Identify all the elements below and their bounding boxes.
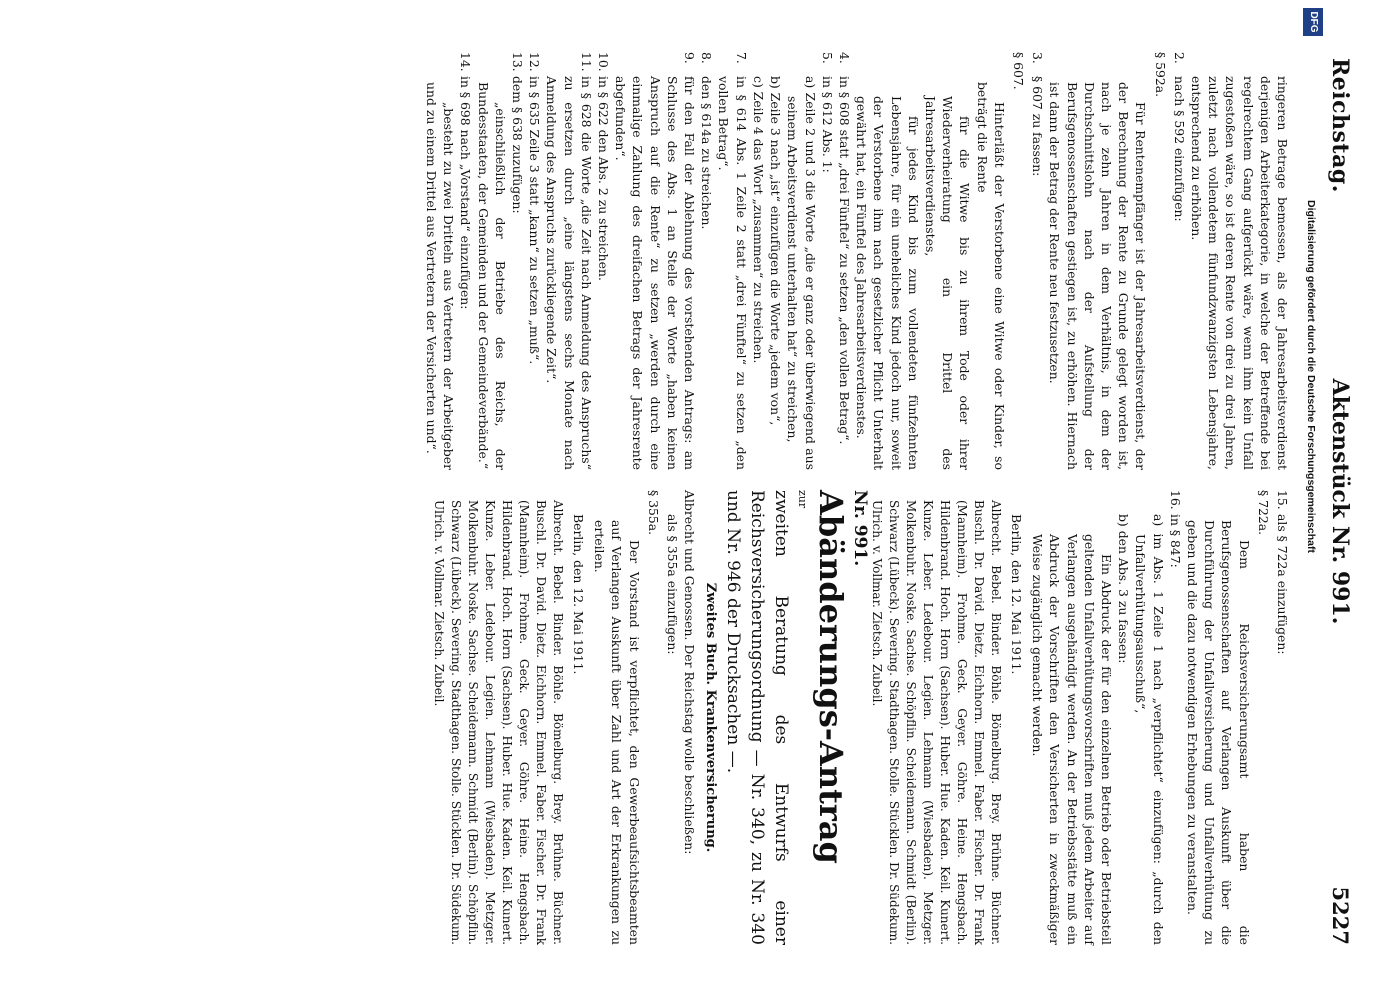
item-10: [595, 52, 612, 470]
item-16-text: in § 847:: [1167, 514, 1183, 568]
item-5b: b) Zeile 3 nach „ist“ einzufügen die Worte „jedem von“,: [768, 76, 784, 426]
header-reichstag: Reichstag.: [1327, 58, 1353, 193]
item-5-number: 5.: [819, 52, 835, 64]
item-13-text: dem § 638 zuzufügen:: [510, 76, 526, 214]
section-607-text-a: Hinterläßt der Verstorbene eine Witwe oder Kinder, so beträgt die Rente: [974, 82, 1007, 470]
item-3-number: 3.: [1030, 52, 1046, 64]
header-page-number: 5227: [1328, 886, 1353, 945]
item-7-number: 7.: [733, 52, 749, 64]
item-15-number: 15.: [1275, 490, 1290, 510]
item-10-number: 10.: [596, 52, 612, 72]
date-line-2: Berlin, den 12. Mai 1911.: [570, 514, 586, 675]
document-subject: zweiten Beratung des Entwurfs einer Reichsversicherungsordnung — Nr. 340, zu Nr. 340 und Nr. 946 der Drucksachen —.: [723, 490, 792, 945]
section-607-heading: § 607.: [1010, 52, 1026, 90]
signatories-2: Albrecht. Bebel. Binder. Böhle. Bömelburg. Brey. Brühne. Büchner. Buschl. Dr. David. Dietz. Eichhorn. Emmel. Faber. Fischer. Dr. Frank (Mannheim). Frohme. Geck. Geyer. Göhre. Heine. Hengsbach. Hildenbrand. Hoch. Horn (Sachsen). Huber. Hue. Kaden. Keil. Kunert. Kunze. Leber. Ledebour. Legien. Lehmann (Wiesbaden). Metzger. Molkenbuhr. Noske. Sachse. Scheidemann. Schmidt (Berlin). Schöpflin. Schwarz (Lübeck). Severing. Stadthagen. Stolle. Stücklen. Dr. Südekum. Ulrich. v. Vollmar. Zietsch. Zubeil.: [431, 500, 565, 945]
item-12-text: in § 635 Zeile 3 statt „kann“ zu setzen „muß“.: [527, 76, 543, 365]
document-title: Abänderungs-Antrag: [811, 490, 850, 864]
section-722a-heading: § 722a.: [1255, 490, 1271, 536]
date-line-1: Berlin, den 12. Mai 1911.: [1008, 514, 1024, 675]
item-16-number: 16.: [1167, 490, 1183, 510]
item-2-number: 2.: [1171, 52, 1187, 64]
item-4-number: 4.: [836, 52, 852, 64]
item-8: [698, 52, 715, 470]
item-13: [509, 52, 526, 470]
item-11-number: 11.: [578, 52, 594, 72]
item-13-number: 13.: [510, 52, 526, 72]
item-5: [819, 52, 836, 470]
book-heading: Zweites Buch. Krankenversicherung.: [703, 582, 719, 853]
item-14-number: 14.: [458, 52, 474, 72]
section-698-text: „besteht zu zwei Dritteln aus Vertretern der Arbeitgeber und zu einem Drittel aus Vertretern der Versicherten und“.: [424, 82, 457, 470]
item-11-text: in § 628 die Worte „die Zeit nach Anmeldung des Anspruchs“ zu ersetzen durch „eine längstens sechs Monate nach Anmeldung des Anspruchs zurückliegende Zeit“.: [544, 76, 594, 470]
item-12-number: 12.: [527, 52, 543, 72]
item-11: [543, 52, 595, 470]
left-column: [60, 52, 1291, 470]
section-847-text: Ein Abdruck der für den einzelnen Betrieb oder Betriebsteil geltenden Unfallverhütungsvorschriften muß jedem Arbeiter auf Verlangen ausgehändigt werden. An der Betriebsstätte muß ein Abdruck der Vorschriften den Versicherten in zweckmäßiger Weise zugänglich gemacht werden.: [1030, 534, 1114, 945]
item-16a: a) im Abs. 1 Zeile 1 nach „verpflichtet“ einzufügen: „durch den Unfallverhütungsausschuß“,: [1133, 514, 1166, 945]
item-15-text: als § 722a einzufügen:: [1275, 514, 1290, 655]
section-355a-text: Der Vorstand ist verpflichtet, den Gewerbeaufsichtsbeamten auf Verlangen Auskunft über Zahl und Art der Erkrankungen zu erteilen.: [592, 520, 642, 945]
item-5a: a) Zeile 2 und 3 die Worte „die er ganz oder überwiegend aus seinem Arbeitsverdienst unterhalten hat“ zu streichen,: [785, 76, 818, 470]
section-607-text-c: für jedes Kind bis zum vollendeten fünfzehnten Lebensjahre, für ein uneheliches Kind jedoch nur, soweit der Verstorbene ihm nach gesetzlicher Pflicht Unterhalt gewährt hat, ein Fünftel des Jahresarbeitsverdienstes.: [854, 96, 921, 470]
item-2: [1171, 52, 1188, 470]
item-16: [1167, 490, 1184, 945]
item-7: [715, 52, 749, 470]
item-8-number: 8.: [699, 52, 715, 64]
item-9: [612, 52, 698, 470]
digitization-credit: [1287, 0, 1335, 1000]
item-4-text: in § 608 statt „drei Fünftel“ zu setzen „den vollen Betrag“.: [836, 76, 852, 445]
signatories-1: Albrecht. Bebel. Binder. Böhle. Bömelburg. Brey. Brühne. Büchner. Buschl. Dr. David. Dietz. Eichhorn. Emmel. Faber. Fischer. Dr. Frank (Mannheim). Frohme. Geck. Geyer. Göhre. Heine. Hengsbach. Hildenbrand. Hoch. Horn (Sachsen). Huber. Hue. Kaden. Keil. Kunert. Kunze. Leber. Ledebour. Legien. Lehmann (Wiesbaden). Metzger. Molkenbuhr. Noske. Sachse. Schöpflin. Scheidemann. Schmidt (Berlin). Schwarz (Lübeck). Severing. Stadthagen. Stolle. Stücklen. Dr. Südekum. Ulrich. v. Vollmar. Zietsch. Zubeil.: [869, 500, 1003, 945]
insert-355a: als § 355a einzufügen:: [664, 514, 680, 655]
item-5-text: in § 612 Abs. 1:: [819, 76, 835, 173]
item-3-text: § 607 zu fassen:: [1030, 76, 1046, 177]
item-8-text: den § 614a zu streichen.: [699, 76, 715, 230]
item-10-text: in § 622 den Abs. 2 zu streichen.: [596, 76, 612, 281]
item-14-text: in § 698 nach „Vorstand“ einzufügen:: [458, 76, 474, 310]
item-2-text: nach § 592 einzufügen:: [1171, 76, 1187, 222]
item-12: [526, 52, 543, 470]
motion-intro: Albrecht und Genossen. Der Reichstag wolle beschließen:: [682, 490, 698, 855]
item-3: [1029, 52, 1046, 470]
section-722a-text: Dem Reichsversicherungsamt haben die Berufsgenossenschaften auf Verlangen Auskunft über die Durchführung der Unfallversicherung und Unfallverhütung zu geben und die dazu notwendigen Erhebungen zu veranstalten.: [1184, 520, 1252, 945]
item-9-text: für den Fall der Ablehnung des vorstehenden Antrags: am Schlusse des Abs. 1 an Stelle der Worte „haben keinen Anspruch auf die Rente“ zu setzen „werden durch eine einmalige Zahlung des dreifachen Betrags der Jahresrente abgefunden“.: [613, 76, 698, 470]
section-355a-heading: § 355a.: [645, 490, 661, 536]
item-14: [457, 52, 474, 470]
item-4: [836, 52, 853, 470]
right-column: [60, 490, 1291, 945]
paragraph-intro: ringeren Betrage bemessen, als der Jahresarbeitsverdienst derjenigen Arbeiterkategorie, in welche der Betreffende bei regelrechtem Gang aufgerückt wäre, wenn ihm kein Unfall zugestoßen wäre, so ist deren Rente von drei zu drei Jahren, zuletzt nach vollendetem fünfundzwanzigsten Lebensjahre, entsprechend zu erhöhen.: [1188, 76, 1290, 470]
section-592a-text: Für Rentenempfänger ist der Jahresarbeitsverdienst, der der Berechnung der Rente zu Grunde gelegt worden ist, nach je zehn Jahren in dem Verhältnis, in dem der Durchschnittslohn nach der Aufstellung der Berufsgenossenschaften gestiegen ist, zu erhöhen. Hiernach ist dann der Betrag der Rente neu festzusetzen.: [1047, 82, 1149, 470]
dfg-logo: DFG: [1303, 8, 1323, 36]
item-5c: c) Zeile 4 das Wort „zusammen“ zu streichen.: [750, 76, 766, 364]
document-number-title: Nr. 991.: [849, 490, 870, 567]
item-7-text: in § 614 Abs. 1 Zeile 2 statt „drei Fünftel“ zu setzen „den vollen Betrag“.: [716, 76, 749, 470]
section-592a-heading: § 592a.: [1152, 52, 1168, 98]
item-9-number: 9.: [682, 52, 698, 64]
title-zur: zur: [795, 490, 809, 509]
section-607-text-b: für die Witwe bis zu ihrem Tode oder ihrer Wiederverheiratung ein Drittel des Jahresarbeitsverdienstes,: [922, 96, 973, 470]
header-document-number: Aktenstück Nr. 991.: [1327, 378, 1353, 625]
digitization-note: Digitalisierung gefördert durch die Deutsche Forschungsgemeinschaft: [1305, 200, 1317, 553]
section-638-text: „einschließlich der Betriebe des Reichs, der Bundesstaaten, der Gemeinden und der Gemeindeverbände.“: [475, 82, 508, 470]
item-16b: b) den Abs. 3 zu fassen:: [1116, 514, 1132, 664]
